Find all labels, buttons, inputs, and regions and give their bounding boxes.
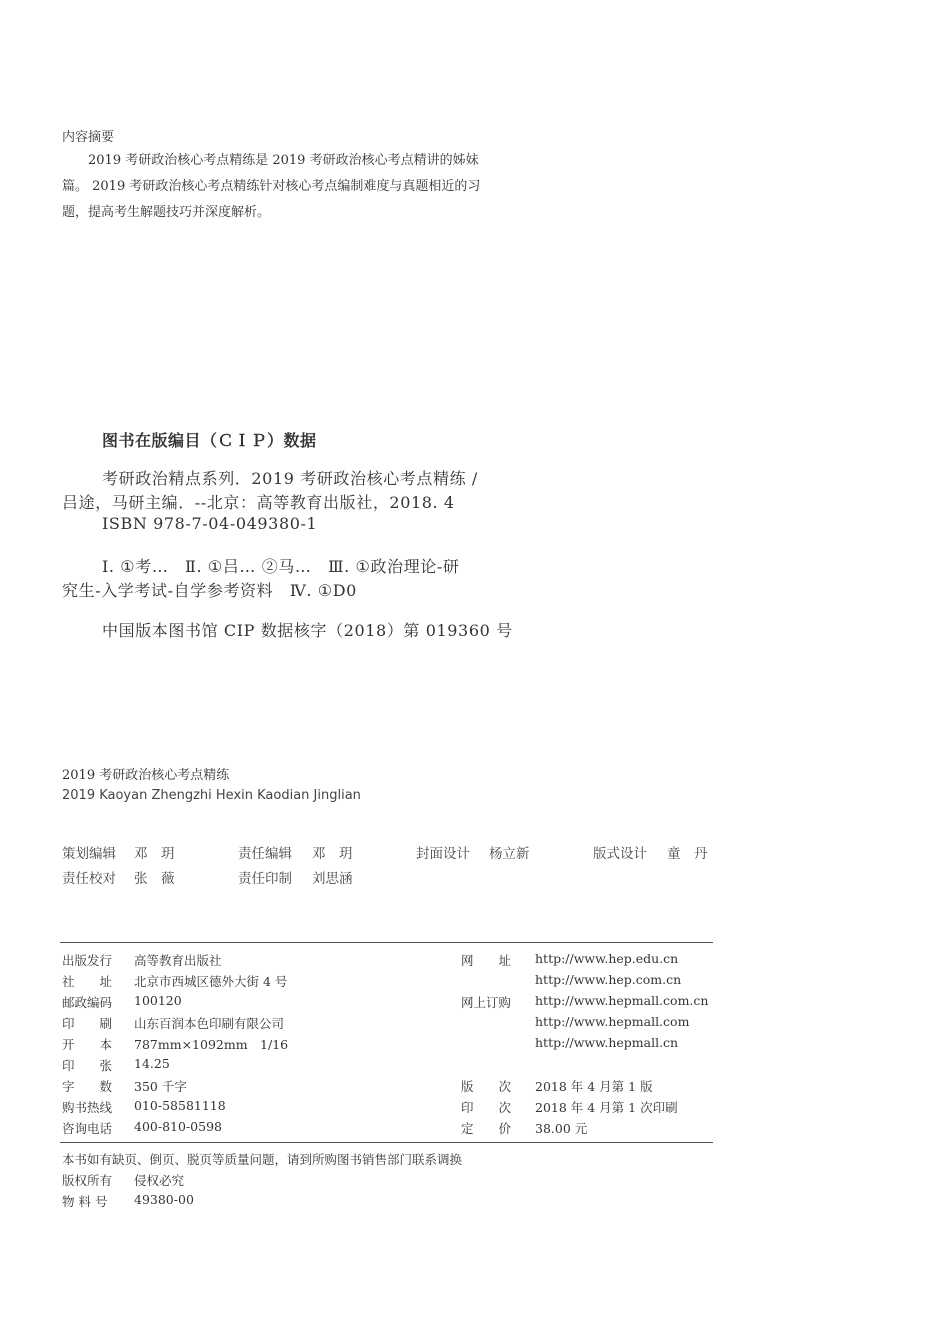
- pub-label: 版 次: [461, 1079, 512, 1094]
- credit-value: 杨立新: [489, 846, 530, 862]
- cip-line: 究生-入学考试-自学参考资料 Ⅳ. ①D0: [62, 581, 357, 600]
- credit-value: 刘思涵: [312, 871, 353, 887]
- abstract-line: 题，提高考生解题技巧并深度解析。: [62, 205, 271, 220]
- abstract-title: 内容摘要: [62, 130, 115, 145]
- book-title-cn: 2019 考研政治核心考点精练: [62, 768, 230, 783]
- credit-label: 策划编辑: [62, 846, 116, 862]
- pub-value: 2018 年 4 月第 1 版: [535, 1079, 653, 1094]
- pub-value: 787mm×1092mm 1/16: [134, 1037, 289, 1052]
- cip-line: 考研政治精点系列．2019 考研政治核心考点精练 /: [102, 469, 478, 488]
- price-value: 38.00 元: [535, 1121, 588, 1136]
- pub-label: 出版发行: [62, 953, 113, 968]
- cip-title: 图书在版编目（ＣＩＰ）数据: [102, 431, 317, 450]
- pub-label: 咨询电话: [62, 1121, 113, 1136]
- book-title-en: 2019 Kaoyan Zhengzhi Hexin Kaodian Jinglian: [62, 788, 361, 803]
- pub-label: 印 刷: [62, 1016, 113, 1031]
- online-order-link[interactable]: http://www.hepmall.com: [535, 1014, 690, 1029]
- credit-label: 责任编辑: [238, 846, 292, 862]
- pub-label: 开 本: [62, 1037, 113, 1052]
- cip-line: Ⅰ. ①考… Ⅱ. ①吕… ②马… Ⅲ. ①政治理论-研: [102, 557, 460, 576]
- quality-notice: 本书如有缺页、倒页、脱页等质量问题，请到所购图书销售部门联系调换: [62, 1152, 463, 1167]
- credit-value: 童 丹: [667, 846, 708, 862]
- pub-label: 字 数: [62, 1079, 113, 1094]
- abstract-text: [62, 148, 540, 226]
- pub-value: 高等教育出版社: [134, 953, 222, 968]
- pub-value: 2018 年 4 月第 1 次印刷: [535, 1100, 678, 1115]
- abstract-line: 篇。 2019 考研政治核心考点精练针对核心考点编制难度与真题相近的习: [62, 179, 481, 194]
- pub-value: 北京市西城区德外大街 4 号: [134, 974, 288, 989]
- credit-value: 邓 玥: [312, 846, 353, 862]
- cip-line: 吕途，马研主编．--北京：高等教育出版社，2018. 4: [62, 493, 455, 512]
- divider-bottom: [60, 1142, 713, 1143]
- cip-isbn: ISBN 978-7-04-049380-1: [102, 514, 318, 533]
- pub-value: 14.25: [134, 1056, 170, 1071]
- abstract-line: 2019 考研政治核心考点精练是 2019 考研政治核心考点精讲的姊妹: [88, 153, 479, 168]
- credit-value: 邓 玥: [134, 846, 175, 862]
- credit-label: 封面设计: [416, 846, 470, 862]
- cip-number: 中国版本图书馆 CIP 数据核字（2018）第 019360 号: [102, 621, 513, 640]
- pub-label: 网 址: [461, 953, 512, 968]
- pub-value: 400-810-0598: [134, 1119, 222, 1134]
- credit-value: 张 薇: [134, 871, 175, 887]
- pub-label: 定 价: [461, 1121, 512, 1136]
- credit-label: 责任校对: [62, 871, 116, 887]
- pub-label: 社 址: [62, 974, 113, 989]
- credit-label: 责任印制: [238, 871, 292, 887]
- online-order-link[interactable]: http://www.hepmall.com.cn: [535, 993, 709, 1008]
- material-label: 物 料 号: [62, 1194, 108, 1209]
- pub-value: 100120: [134, 993, 182, 1008]
- website-link[interactable]: http://www.hep.edu.cn: [535, 951, 679, 966]
- material-value: 49380-00: [134, 1192, 194, 1207]
- pub-label: 印 次: [461, 1100, 512, 1115]
- rights-label: 版权所有: [62, 1173, 113, 1188]
- pub-label: 网上订购: [461, 995, 512, 1010]
- pub-label: 印 张: [62, 1058, 113, 1073]
- pub-value: 350 千字: [134, 1079, 187, 1094]
- credit-label: 版式设计: [593, 846, 647, 862]
- website-link[interactable]: http://www.hep.com.cn: [535, 972, 682, 987]
- online-order-link[interactable]: http://www.hepmall.cn: [535, 1035, 679, 1050]
- pub-value: 010-58581118: [134, 1098, 226, 1113]
- divider-top: [60, 942, 713, 943]
- rights-value: 侵权必究: [134, 1173, 185, 1188]
- pub-label: 购书热线: [62, 1100, 113, 1115]
- pub-label: 邮政编码: [62, 995, 113, 1010]
- pub-value: 山东百润本色印刷有限公司: [134, 1016, 285, 1031]
